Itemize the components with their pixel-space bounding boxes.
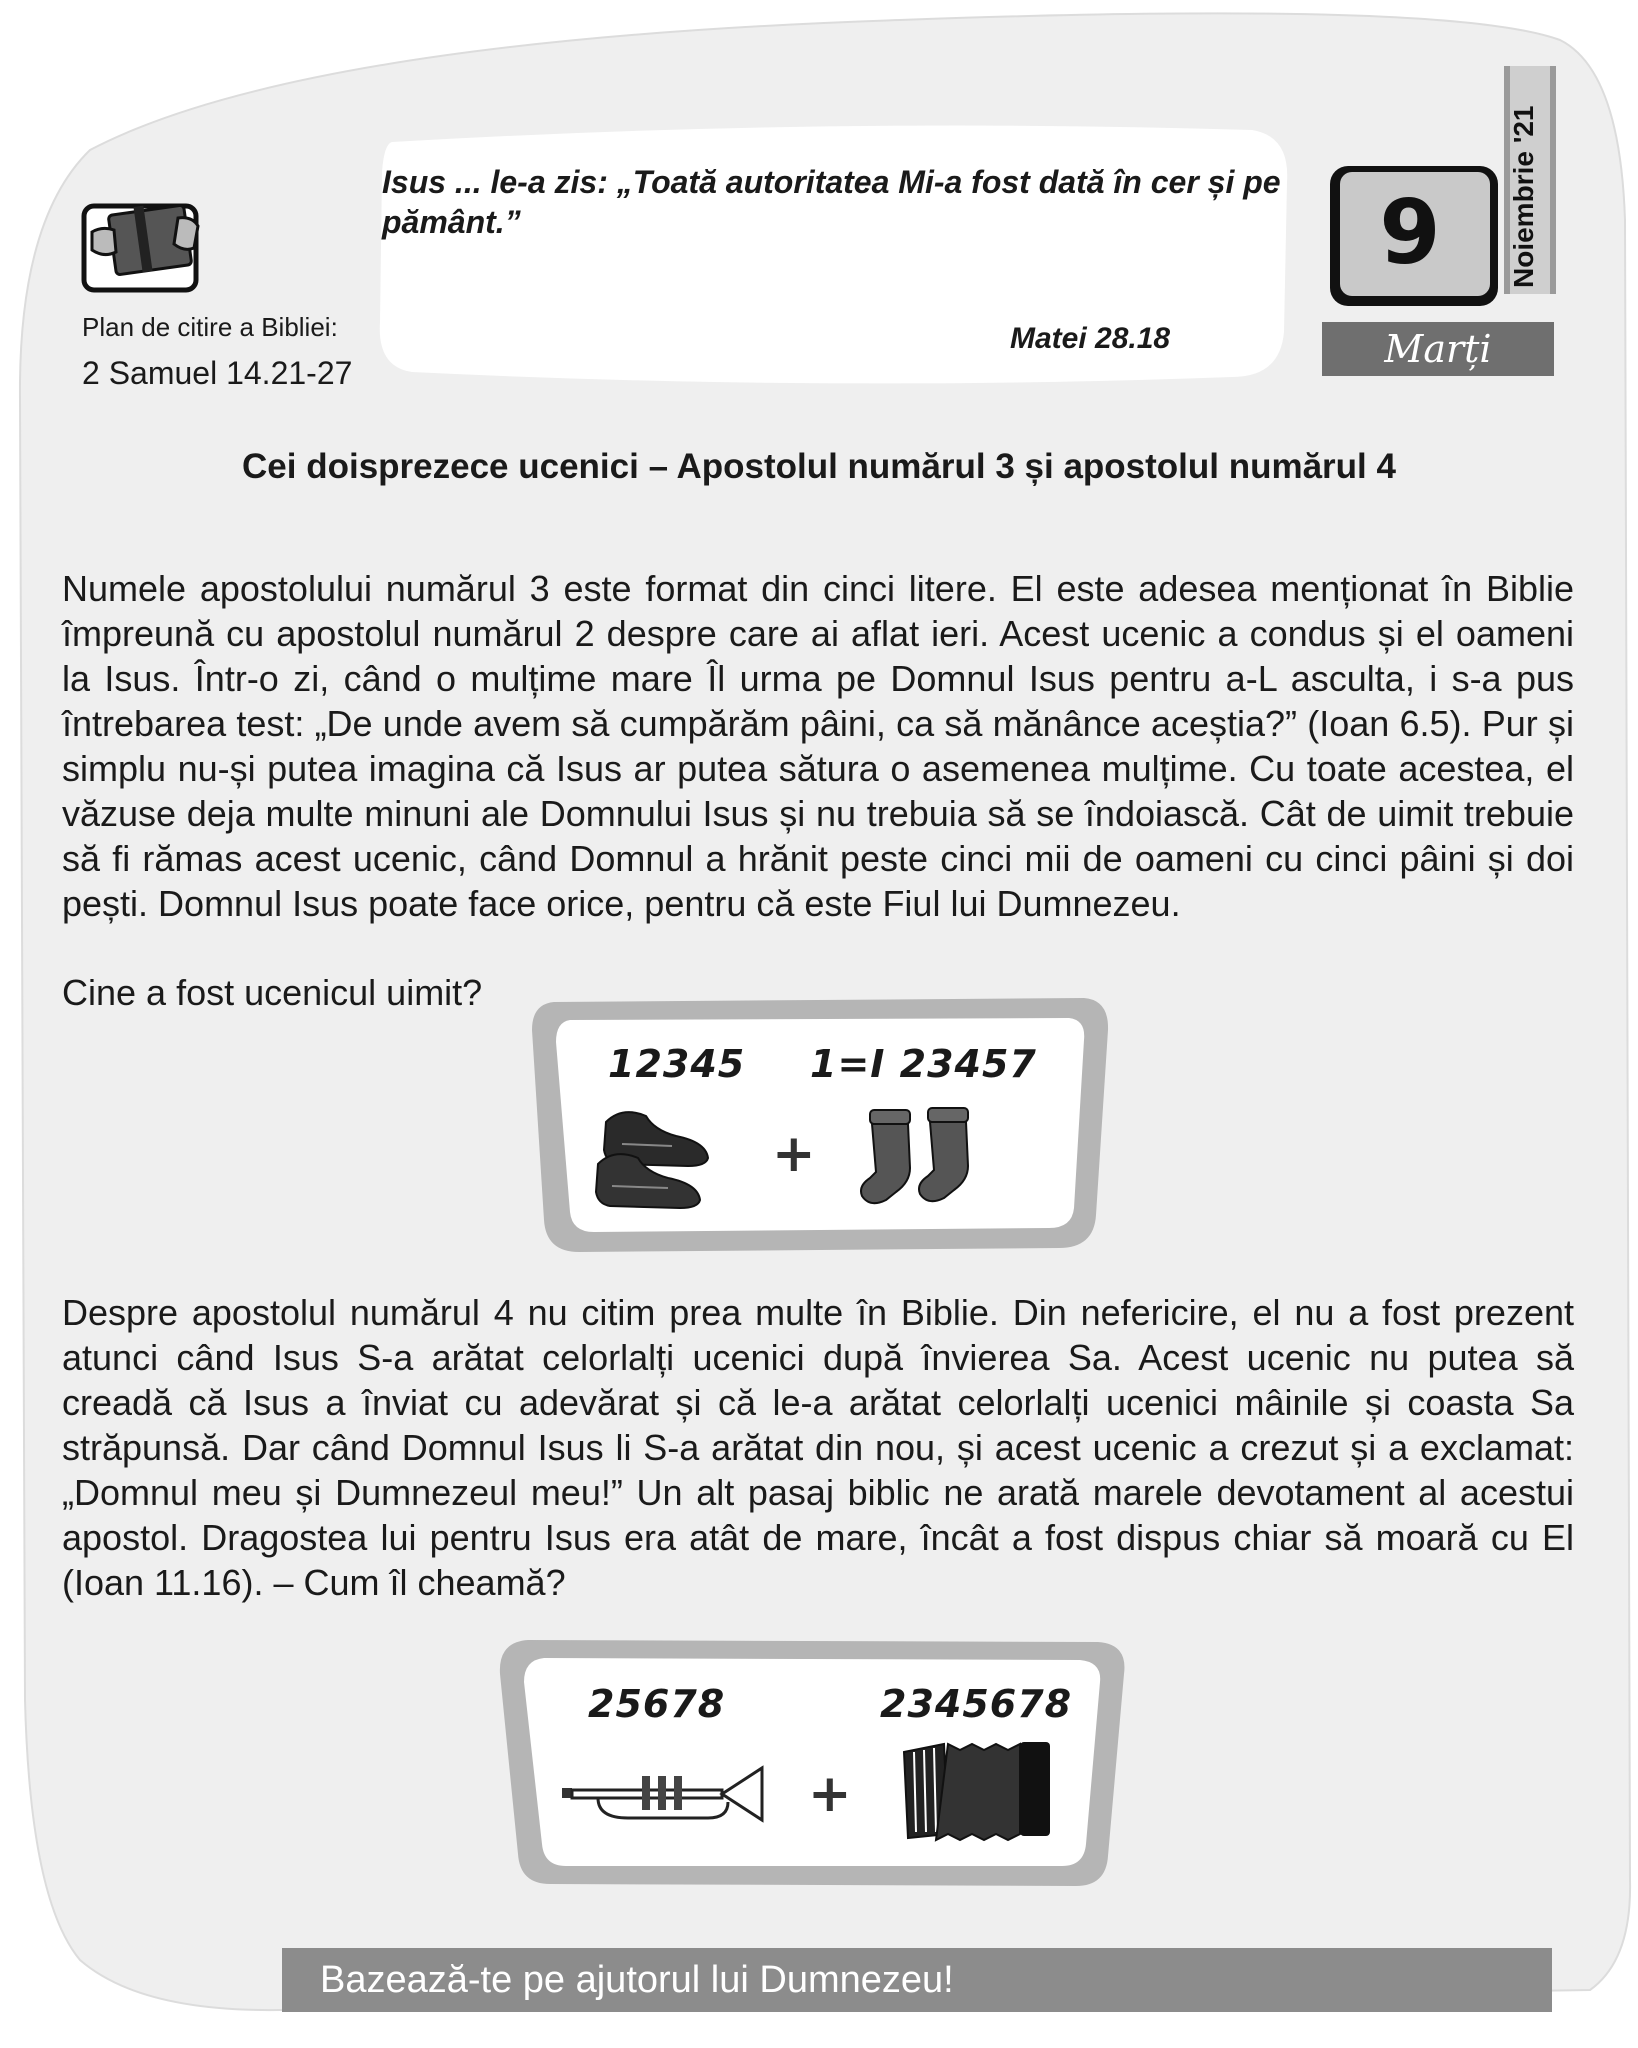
page-title: Cei doisprezece ucenici – Apostolul numărul 3 și apostolul numărul 4 (242, 447, 1396, 486)
reading-plan-reference: 2 Samuel 14.21-27 (82, 355, 353, 391)
day-number: 9 (1379, 181, 1441, 284)
month-label: Noiembrie '21 (1508, 105, 1539, 288)
puzzle-2-plus: + (808, 1764, 852, 1824)
reading-plan-label: Plan de citire a Bibliei: (82, 312, 338, 342)
paragraph-apostle-3: Numele apostolului numărul 3 este format din cinci litere. El este adesea menționat în Biblie împreună cu apostolul numărul 2 despre care ai aflat ieri. Acest ucenic a condus și el oameni la Isus. Într-o zi, când o mulțime mare Îl urma pe Domnul Isus pentru a-L asculta, i s-a pus întrebarea test: „De unde avem să cumpărăm pâini, ca să mănânce aceștia?” (Ioan 6.5). Pur și simplu nu-și putea imagina că Isus ar putea sătura o asemenea mulțime. Cu toate acestea, el văzuse deja multe minuni ale Domnului Isus și nu trebuia să se îndoiască. Cât de uimit trebuie să fi rămas acest ucenic, când Domnul a hrănit peste cinci mii de oameni cu cinci pâini și doi pești. Domnul Isus poate face orice, pentru că este Fiul lui Dumnezeu. (62, 568, 1574, 924)
weekday-label: Marți (1384, 327, 1492, 371)
socks-icon (856, 1104, 986, 1216)
puzzle-1-right-code: 1=I 23457 (810, 1042, 1037, 1086)
verse-text: Isus ... le-a zis: „Toată autoritatea Mi-a fost dată în cer și pe pământ.” (382, 164, 1281, 240)
shoes-icon (592, 1104, 722, 1214)
puzzle-2-right-code: 2345678 (880, 1682, 1073, 1726)
question-apostle-3: Cine a fost ucenicul uimit? (62, 972, 483, 1013)
verse-reference: Matei 28.18 (1010, 322, 1171, 355)
trumpet-icon (558, 1758, 770, 1830)
puzzle-2-left-code: 25678 (588, 1682, 726, 1726)
accordion-icon (900, 1738, 1056, 1842)
footer-motto: Bazează-te pe ajutorul lui Dumnezeu! (320, 1959, 954, 2001)
bible-reading-icon (78, 196, 204, 298)
puzzle-1-left-code: 12345 (608, 1042, 746, 1086)
paragraph-apostle-4: Despre apostolul numărul 4 nu citim prea multe în Biblie. Din nefericire, el nu a fost prezent atunci când Isus S-a arătat celorlalți ucenici după învierea Sa. Acest ucenic nu putea să creadă că Isus a înviat cu adevărat și că le-a arătat celorlalți ucenici mâinile și coasta Sa străpunsă. Dar când Domnul Isus li S-a arătat din nou, și acest ucenic a crezut și a exclamat: „Domnul meu și Dumnezeul meu!” Un alt pasaj biblic ne arată marele devotament al acestui apostol. Dragostea lui pentru Isus era atât de mare, încât a fost dispus chiar să moară cu El (Ioan 11.16). – Cum îl cheamă? (62, 1292, 1574, 1603)
puzzle-1-plus: + (772, 1124, 816, 1184)
